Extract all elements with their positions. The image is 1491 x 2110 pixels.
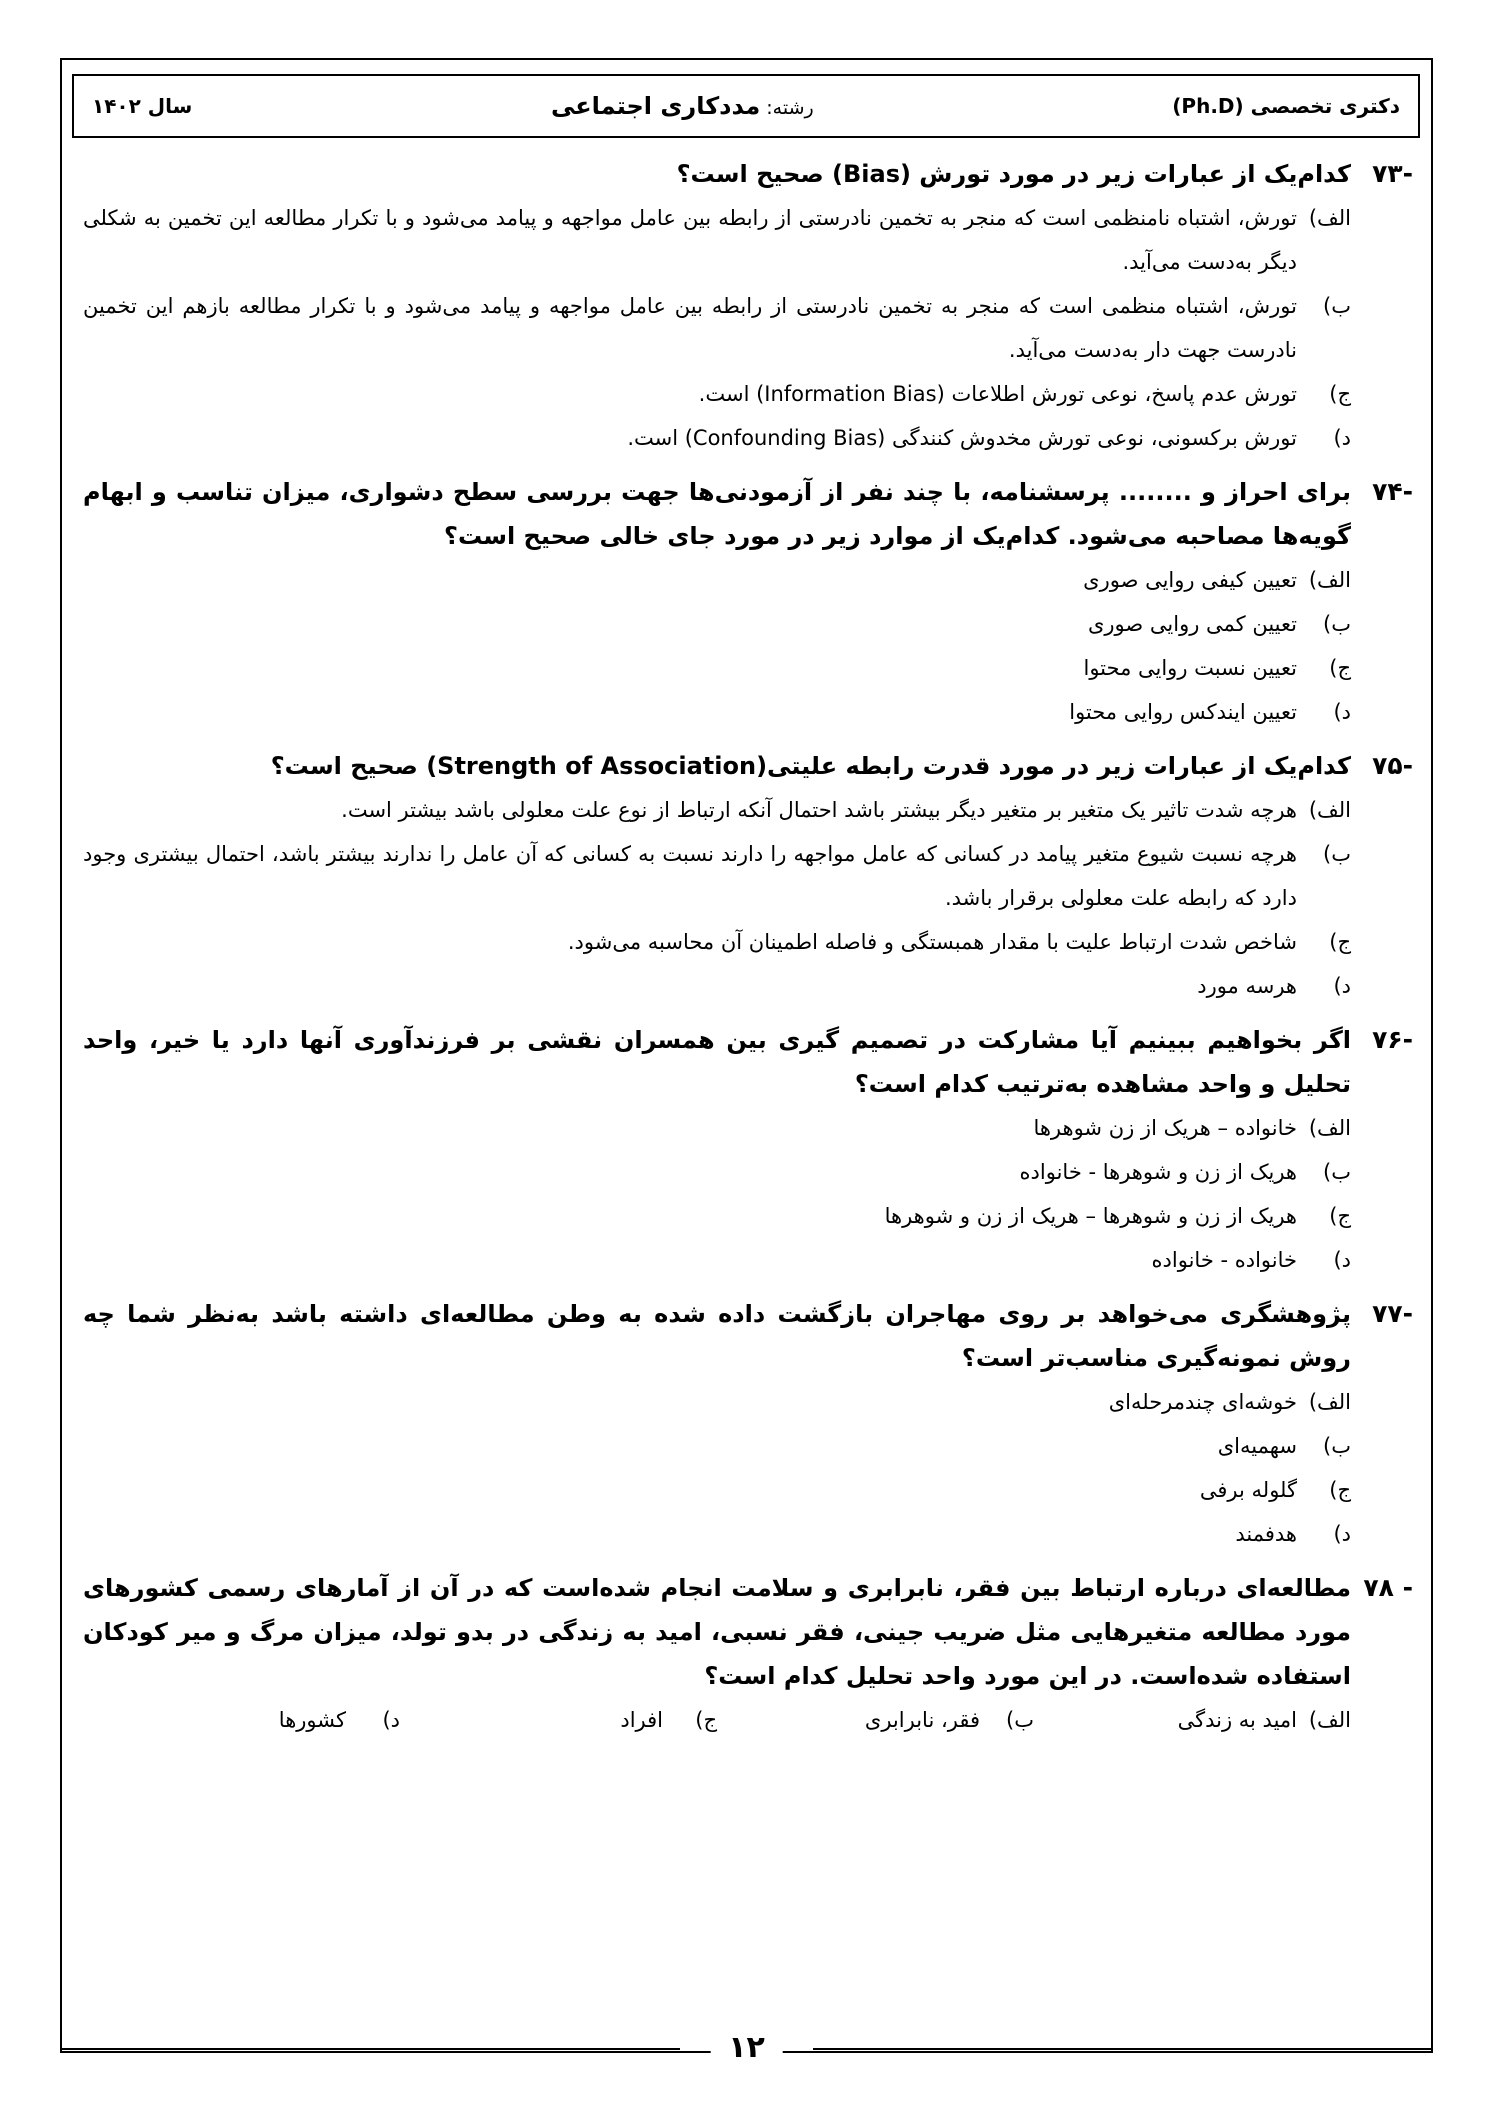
option-text: تورش برکسونی، نوعی تورش مخدوش کنندگی (Confounding Bias) است. — [627, 426, 1297, 450]
option-a — [83, 1106, 1351, 1150]
option-c — [400, 1698, 717, 1742]
option-b — [83, 832, 1351, 920]
option-c — [83, 1468, 1351, 1512]
questions-section — [83, 152, 1413, 1752]
option-text: کشورها — [278, 1708, 346, 1732]
exam-header — [72, 74, 1420, 138]
question-number: - ۷۸ — [1363, 1573, 1413, 1602]
option-label: د) — [1333, 974, 1351, 998]
field-name: مددکاری اجتماعی — [550, 92, 761, 120]
option-label: ج) — [1329, 930, 1351, 954]
question-text: اگر بخواهیم ببینیم آیا مشارکت در تصمیم گیری بین همسران نقشی بر فرزندآوری آنها دارد یا خیر، واحد تحلیل و واحد مشاهده به‌ترتیب کدام است؟ — [83, 1026, 1351, 1098]
option-label: الف) — [1308, 1708, 1351, 1732]
option-c — [83, 646, 1351, 690]
option-text: امید به زندگی — [1177, 1708, 1297, 1732]
option-label: د) — [1333, 700, 1351, 724]
option-text: هریک از زن و شوهرها – هریک از زن و شوهرها — [884, 1204, 1297, 1228]
option-label: ج) — [1329, 1204, 1351, 1228]
question-77 — [83, 1292, 1413, 1556]
option-label: ب) — [1323, 1160, 1351, 1184]
option-text: تعیین کیفی روایی صوری — [1083, 568, 1297, 592]
question-text: کدام‌یک از عبارات زیر در مورد تورش (Bias) صحیح است؟ — [676, 160, 1351, 188]
option-label: د) — [1333, 1522, 1351, 1546]
option-text: هرچه شدت تاثیر یک متغیر بر متغیر دیگر بیشتر باشد احتمال آنکه ارتباط از نوع علت معلولی باشد بیشتر است. — [341, 798, 1297, 822]
option-a — [83, 1380, 1351, 1424]
option-label: الف) — [1308, 206, 1351, 230]
option-text: شاخص شدت ارتباط علیت با مقدار همبستگی و فاصله اطمینان آن محاسبه می‌شود. — [567, 930, 1297, 954]
option-a — [83, 558, 1351, 602]
option-d — [83, 416, 1351, 460]
option-text: سهمیه‌ای — [1217, 1434, 1297, 1458]
option-a — [1034, 1698, 1351, 1742]
question-number: -۷۴ — [1372, 477, 1413, 506]
question-75 — [83, 744, 1413, 1008]
option-label: د) — [1333, 1248, 1351, 1272]
option-label: الف) — [1308, 1116, 1351, 1140]
option-text: تعیین کمی روایی صوری — [1087, 612, 1297, 636]
field-prefix: رشته: — [766, 97, 814, 119]
option-b — [83, 284, 1351, 372]
option-d — [83, 1512, 1351, 1556]
question-text: کدام‌یک از عبارات زیر در مورد قدرت رابطه علیتی(Strength of Association) صحیح است؟ — [270, 752, 1351, 780]
option-label: ج) — [1329, 656, 1351, 680]
option-d — [83, 690, 1351, 734]
option-b — [83, 1424, 1351, 1468]
option-text: فقر، نابرابری — [864, 1708, 980, 1732]
option-text: هرچه نسبت شیوع متغیر پیامد در کسانی که عامل مواجهه را دارند نسبت به کسانی که آن عامل را ندارند بیشتر باشد، احتمال بیشتری وجود دارد که رابطه علت معلولی برقرار باشد. — [83, 842, 1297, 910]
footer-rule-left — [60, 2048, 680, 2050]
option-label: الف) — [1308, 798, 1351, 822]
footer-rule-right — [813, 2048, 1433, 2050]
option-c — [83, 372, 1351, 416]
option-text: تورش، اشتباه منظمی است که منجر به تخمین نادرستی از رابطه بین عامل مواجهه و پیامد می‌شود و با تکرار مطالعه بازهم این تخمین نادرست جهت دار به‌دست می‌آید. — [83, 294, 1297, 362]
option-text: افراد — [620, 1708, 663, 1732]
option-label: ج) — [1329, 1478, 1351, 1502]
option-label: ب) — [1323, 612, 1351, 636]
option-a — [83, 196, 1351, 284]
option-text: خانواده - خانواده — [1151, 1248, 1297, 1272]
option-label: الف) — [1308, 1390, 1351, 1414]
question-number: -۷۷ — [1372, 1299, 1413, 1328]
option-a — [83, 788, 1351, 832]
question-74 — [83, 470, 1413, 734]
question-text: مطالعه‌ای درباره ارتباط بین فقر، نابرابری و سلامت انجام شده‌است که در آن از آمارهای رسمی کشورهای مورد مطالعه متغیرهایی مثل ضریب جینی، فقر نسبی، امید به زندگی در بدو تولد، میزان مرگ و میر کودکان استفاده شده‌است. در این مورد واحد تحلیل کدام است؟ — [83, 1574, 1351, 1690]
question-number: -۷۳ — [1372, 159, 1413, 188]
option-text: خوشه‌ای چندمرحله‌ای — [1108, 1390, 1297, 1414]
exam-year: سال ۱۴۰۲ — [92, 94, 193, 118]
option-b — [717, 1698, 1034, 1742]
option-d — [83, 964, 1351, 1008]
option-text: خانواده – هریک از زن شوهرها — [1033, 1116, 1297, 1140]
question-78 — [83, 1566, 1413, 1742]
options-row — [83, 1698, 1351, 1742]
option-text: هدفمند — [1235, 1522, 1297, 1546]
question-76 — [83, 1018, 1413, 1282]
question-text: پژوهشگری می‌خواهد بر روی مهاجران بازگشت داده شده به وطن مطالعه‌ای داشته باشد به‌نظر شما چه روش نمونه‌گیری مناسب‌تر است؟ — [83, 1300, 1351, 1372]
field-title — [551, 92, 814, 120]
option-text: تعیین نسبت روایی محتوا — [1083, 656, 1297, 680]
question-text: برای احراز و ........ پرسشنامه، با چند نفر از آزمودنی‌ها جهت بررسی سطح دشواری، میزان تناسب و ابهام گویه‌ها مصاحبه می‌شود. کدام‌یک از موارد زیر در مورد جای خالی صحیح است؟ — [83, 478, 1351, 550]
degree-label: دکتری تخصصی (Ph.D) — [1172, 94, 1400, 118]
option-c — [83, 920, 1351, 964]
option-b — [83, 1150, 1351, 1194]
option-text: تورش، اشتباه نامنظمی است که منجر به تخمین نادرستی از رابطه بین عامل مواجهه و پیامد می‌شود و با تکرار مطالعه این تخمین به شکلی دیگر به‌دست می‌آید. — [83, 206, 1297, 274]
option-label: ب) — [1323, 1434, 1351, 1458]
page-number: ۱۲ — [710, 2030, 783, 2066]
page-footer — [60, 2030, 1433, 2070]
option-label: ج) — [1329, 382, 1351, 406]
option-label: ب) — [1006, 1708, 1034, 1732]
option-label: د) — [1333, 426, 1351, 450]
option-d — [83, 1698, 400, 1742]
option-c — [83, 1194, 1351, 1238]
question-73 — [83, 152, 1413, 460]
option-d — [83, 1238, 1351, 1282]
option-text: تعیین ایندکس روایی محتوا — [1069, 700, 1297, 724]
question-number: -۷۶ — [1372, 1025, 1413, 1054]
option-text: تورش عدم پاسخ، نوعی تورش اطلاعات (Information Bias) است. — [698, 382, 1297, 406]
option-text: گلوله برفی — [1199, 1478, 1297, 1502]
option-label: ج) — [695, 1708, 717, 1732]
option-label: ب) — [1323, 842, 1351, 866]
option-label: ب) — [1323, 294, 1351, 318]
question-number: -۷۵ — [1372, 751, 1413, 780]
option-label: الف) — [1308, 568, 1351, 592]
option-label: د) — [382, 1708, 400, 1732]
option-text: هریک از زن و شوهرها - خانواده — [1019, 1160, 1297, 1184]
option-text: هرسه مورد — [1197, 974, 1297, 998]
option-b — [83, 602, 1351, 646]
